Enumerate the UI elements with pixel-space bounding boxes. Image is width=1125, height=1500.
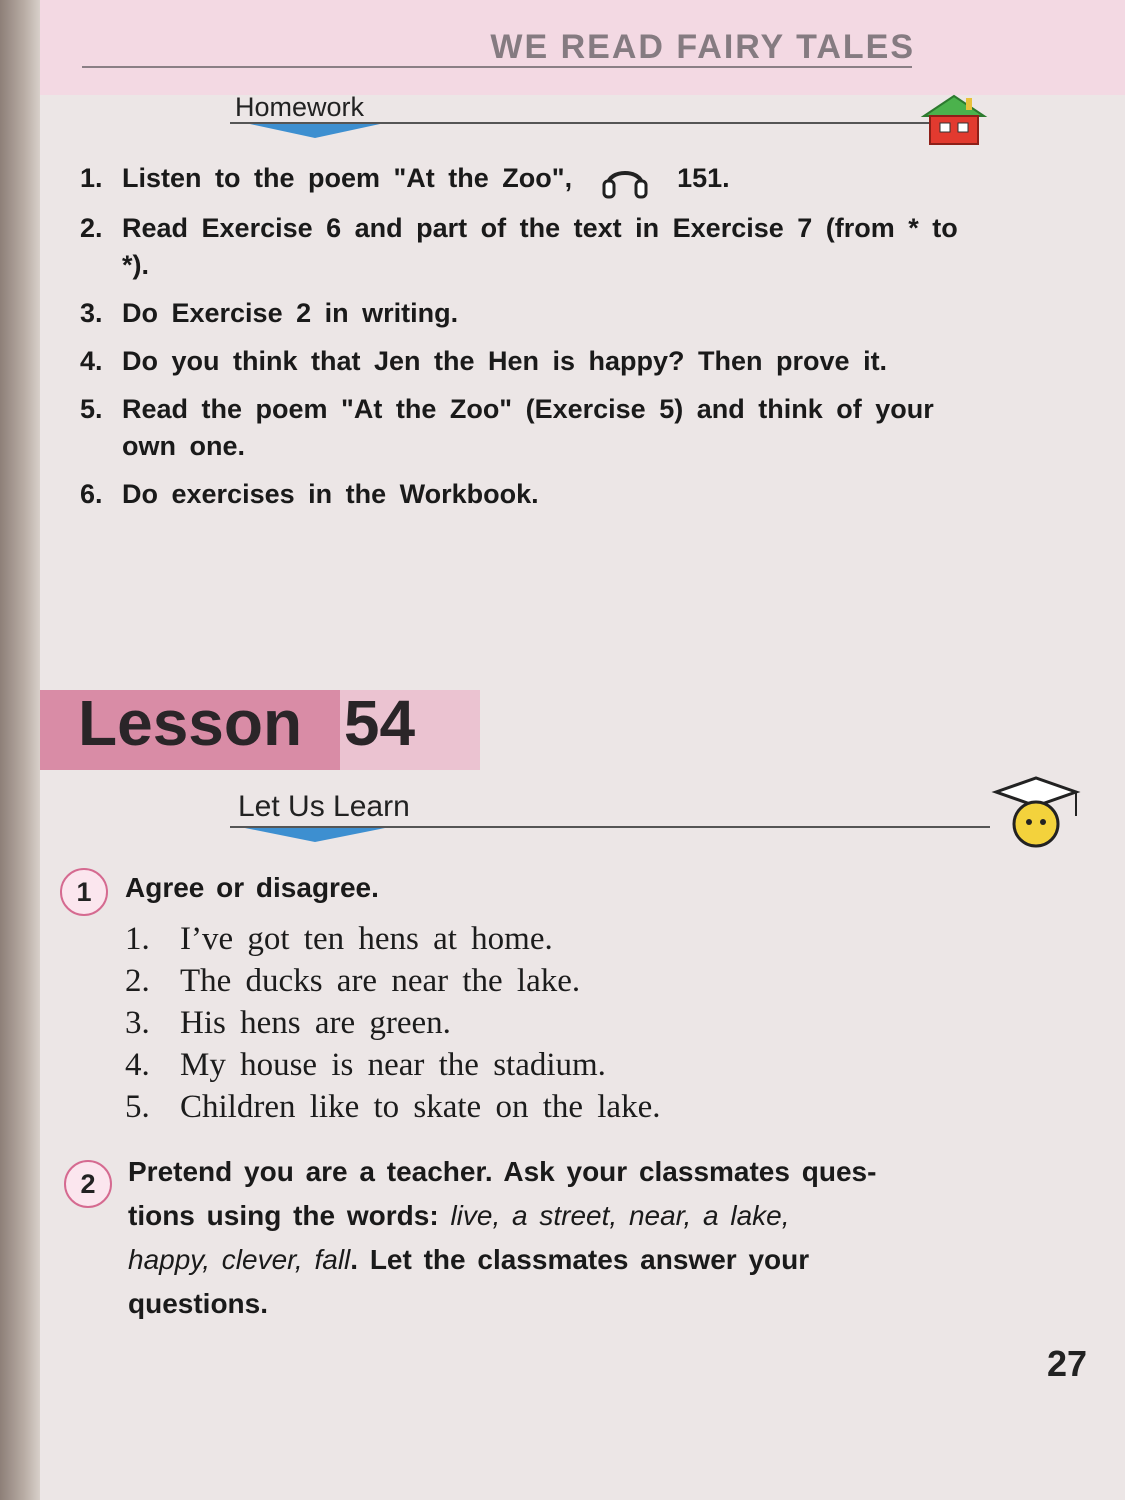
exercise-2-text-part: tions using the words: [128,1200,451,1231]
homework-item-number: 3. [80,297,103,328]
homework-title: Homework [235,92,365,122]
graduation-cap-icon [990,770,1082,850]
homework-item-page: 151. [677,163,730,193]
let-us-learn-tab-marker [245,828,385,842]
exercise-1-instruction: Agree or disagree. [125,872,379,903]
exercise-1-item [125,1002,660,1044]
exercise-1-item-number: 4. [125,1047,150,1083]
textbook-page [40,0,1125,1500]
exercise-2-words: happy, clever, fall [128,1244,351,1275]
exercise-1-item-number: 1. [125,921,150,957]
exercise-1-item [125,918,660,960]
homework-item [80,476,962,513]
exercise-1-item [125,1086,660,1128]
homework-item-text: Read the poem "At the Zoo" (Exercise 5) and think of your own one. [122,393,934,461]
homework-tab-marker [250,124,380,138]
homework-item [80,295,962,332]
exercise-2-line [128,1194,1038,1238]
page-gutter-shadow [0,0,40,1500]
exercise-1-list [125,918,660,1128]
exercise-1-item-text: I’ve got ten hens at home. [180,921,553,957]
lesson-title: Lesson 54 [78,687,416,759]
homework-item-number: 6. [80,478,103,509]
running-head: WE READ FAIRY TALES [490,28,915,66]
exercise-1-item-number: 3. [125,1005,150,1041]
exercise-1-item-text: My house is near the stadium. [180,1047,606,1083]
homework-item-number: 2. [80,212,103,243]
exercise-2-line: Pretend you are a teacher. Ask your classmates ques- [128,1156,877,1187]
homework-item [80,210,962,284]
exercise-1-item [125,1044,660,1086]
headphones-icon [602,161,648,199]
homework-item-text: Do you think that Jen the Hen is happy? Then prove it. [122,345,888,376]
homework-item-text: Do exercises in the Workbook. [122,478,539,509]
exercise-1-item-text: Children like to skate on the lake. [180,1089,661,1125]
house-icon [920,92,988,148]
homework-item-text: Read Exercise 6 and part of the text in Exercise 7 (from * to *). [122,212,958,280]
homework-item [80,343,962,380]
homework-item [80,391,962,465]
exercise-1-item-number: 5. [125,1089,150,1125]
exercise-1-item-text: His hens are green. [180,1005,451,1041]
homework-item-text: Listen to the poem "At the Zoo", [122,163,573,193]
exercise-2-text-part: . Let the classmates answer your [350,1244,810,1275]
let-us-learn-title: Let Us Learn [238,790,410,823]
homework-item-number: 5. [80,393,103,424]
exercise-2-line [128,1238,1038,1282]
exercise-2-line: questions. [128,1288,269,1319]
homework-item-text: Do Exercise 2 in writing. [122,297,459,328]
exercise-2-text [128,1150,1038,1326]
homework-list [80,160,962,524]
exercise-2-words: live, a street, near, a lake, [450,1200,790,1231]
header-rule [82,66,912,68]
homework-item-number: 4. [80,345,103,376]
exercise-1-number: 1 [60,868,108,916]
exercise-1-item [125,960,660,1002]
exercise-1-item-text: The ducks are near the lake. [180,963,581,999]
page-number: 27 [1046,1343,1087,1384]
homework-item [80,160,962,199]
exercise-2-number: 2 [64,1160,112,1208]
exercise-1-item-number: 2. [125,963,150,999]
homework-item-number: 1. [80,163,103,193]
